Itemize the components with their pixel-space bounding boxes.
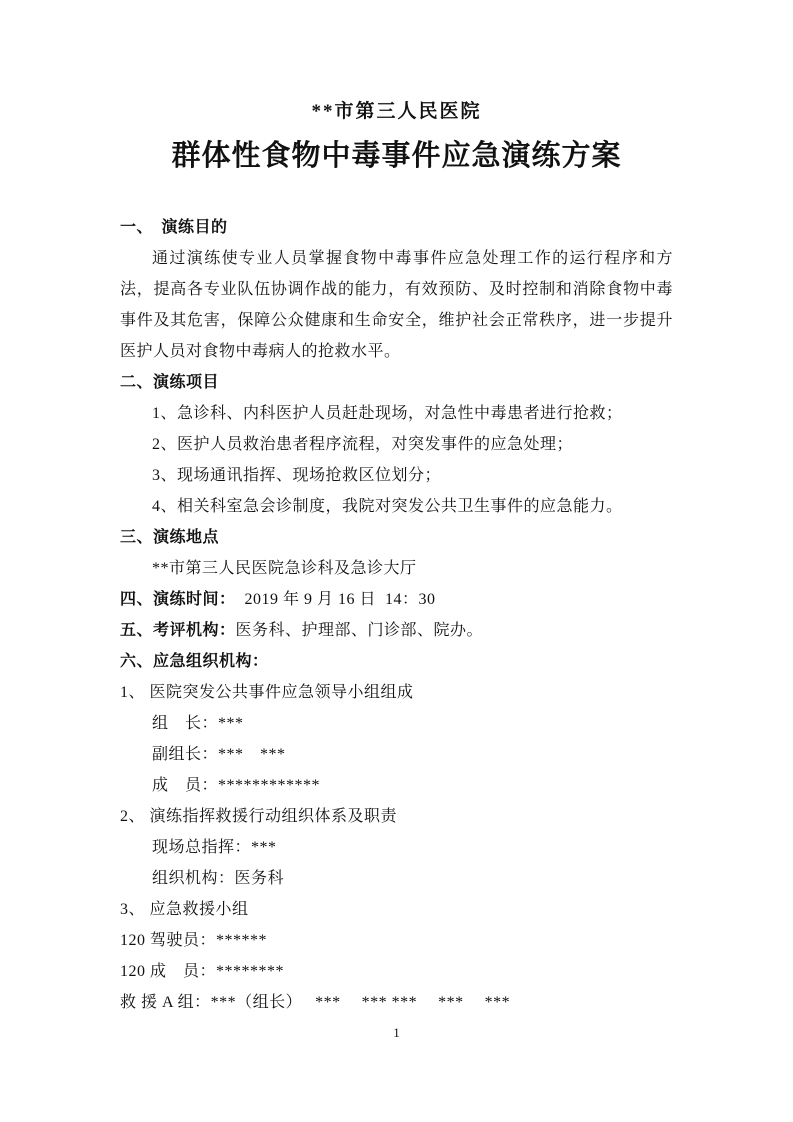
section-2-heading: 二、演练项目 xyxy=(120,374,220,391)
doc-subtitle: **市第三人民医院 xyxy=(311,101,482,122)
section-5-value: 医务科、护理部、门诊部、院办。 xyxy=(235,622,484,639)
section-6-heading: 六、应急组织机构： xyxy=(120,653,269,670)
team-line-members: 120 成 员：******** xyxy=(120,963,285,980)
group-1-leader: 组 长：*** xyxy=(152,715,244,732)
group-2-commander: 现场总指挥：*** xyxy=(152,839,277,856)
team-line-driver: 120 驾驶员：****** xyxy=(120,932,268,949)
section-4-time xyxy=(120,584,673,615)
section-3-heading: 三、演练地点 xyxy=(120,529,220,546)
group-3-title: 3、 应急救援小组 xyxy=(120,901,249,918)
group-2-organization: 组织机构：医务科 xyxy=(152,870,285,887)
section-2-item-1: 1、急诊科、内科医护人员赶赴现场，对急性中毒患者进行抢救； xyxy=(152,405,623,422)
section-2-item-3: 3、现场通讯指挥、现场抢救区位划分； xyxy=(152,467,442,484)
group-2-title: 2、 演练指挥救援行动组织体系及职责 xyxy=(120,808,398,825)
team-line-rescue-a: 救 援 A 组：***（组长） *** *** *** *** *** xyxy=(120,994,511,1011)
document-body xyxy=(120,212,673,1018)
group-1-members: 成 员：************ xyxy=(152,777,321,794)
section-5-label: 五、考评机构： xyxy=(120,622,236,639)
doc-title: 群体性食物中毒事件应急演练方案 xyxy=(171,140,622,172)
section-2-item-2: 2、医护人员救治患者程序流程，对突发事件的应急处理； xyxy=(152,436,574,453)
page-number: 1 xyxy=(393,1025,400,1040)
group-1-title: 1、 医院突发公共事件应急领导小组组成 xyxy=(120,684,414,701)
section-3-location: **市第三人民医院急诊科及急诊大厅 xyxy=(152,560,417,577)
section-5-evaluators xyxy=(120,615,673,646)
section-1-paragraph: 通过演练使专业人员掌握食物中毒事件应急处理工作的运行程序和方法，提高各专业队伍协调作战的能力，有效预防、及时控制和消除食物中毒事件及其危害，保障公众健康和生命安全，维护社会正常秩序，进一步提升医护人员对食物中毒病人的抢救水平。 xyxy=(120,250,673,360)
section-4-label: 四、演练时间： xyxy=(120,591,236,608)
section-2-item-4: 4、相关科室急会诊制度，我院对突发公共卫生事件的应急能力。 xyxy=(152,498,623,515)
section-1-heading: 一、 演练目的 xyxy=(120,219,228,236)
section-4-value: 2019 年 9 月 16 日 14：30 xyxy=(235,591,436,608)
group-1-deputy: 副组长：*** *** xyxy=(152,746,286,763)
